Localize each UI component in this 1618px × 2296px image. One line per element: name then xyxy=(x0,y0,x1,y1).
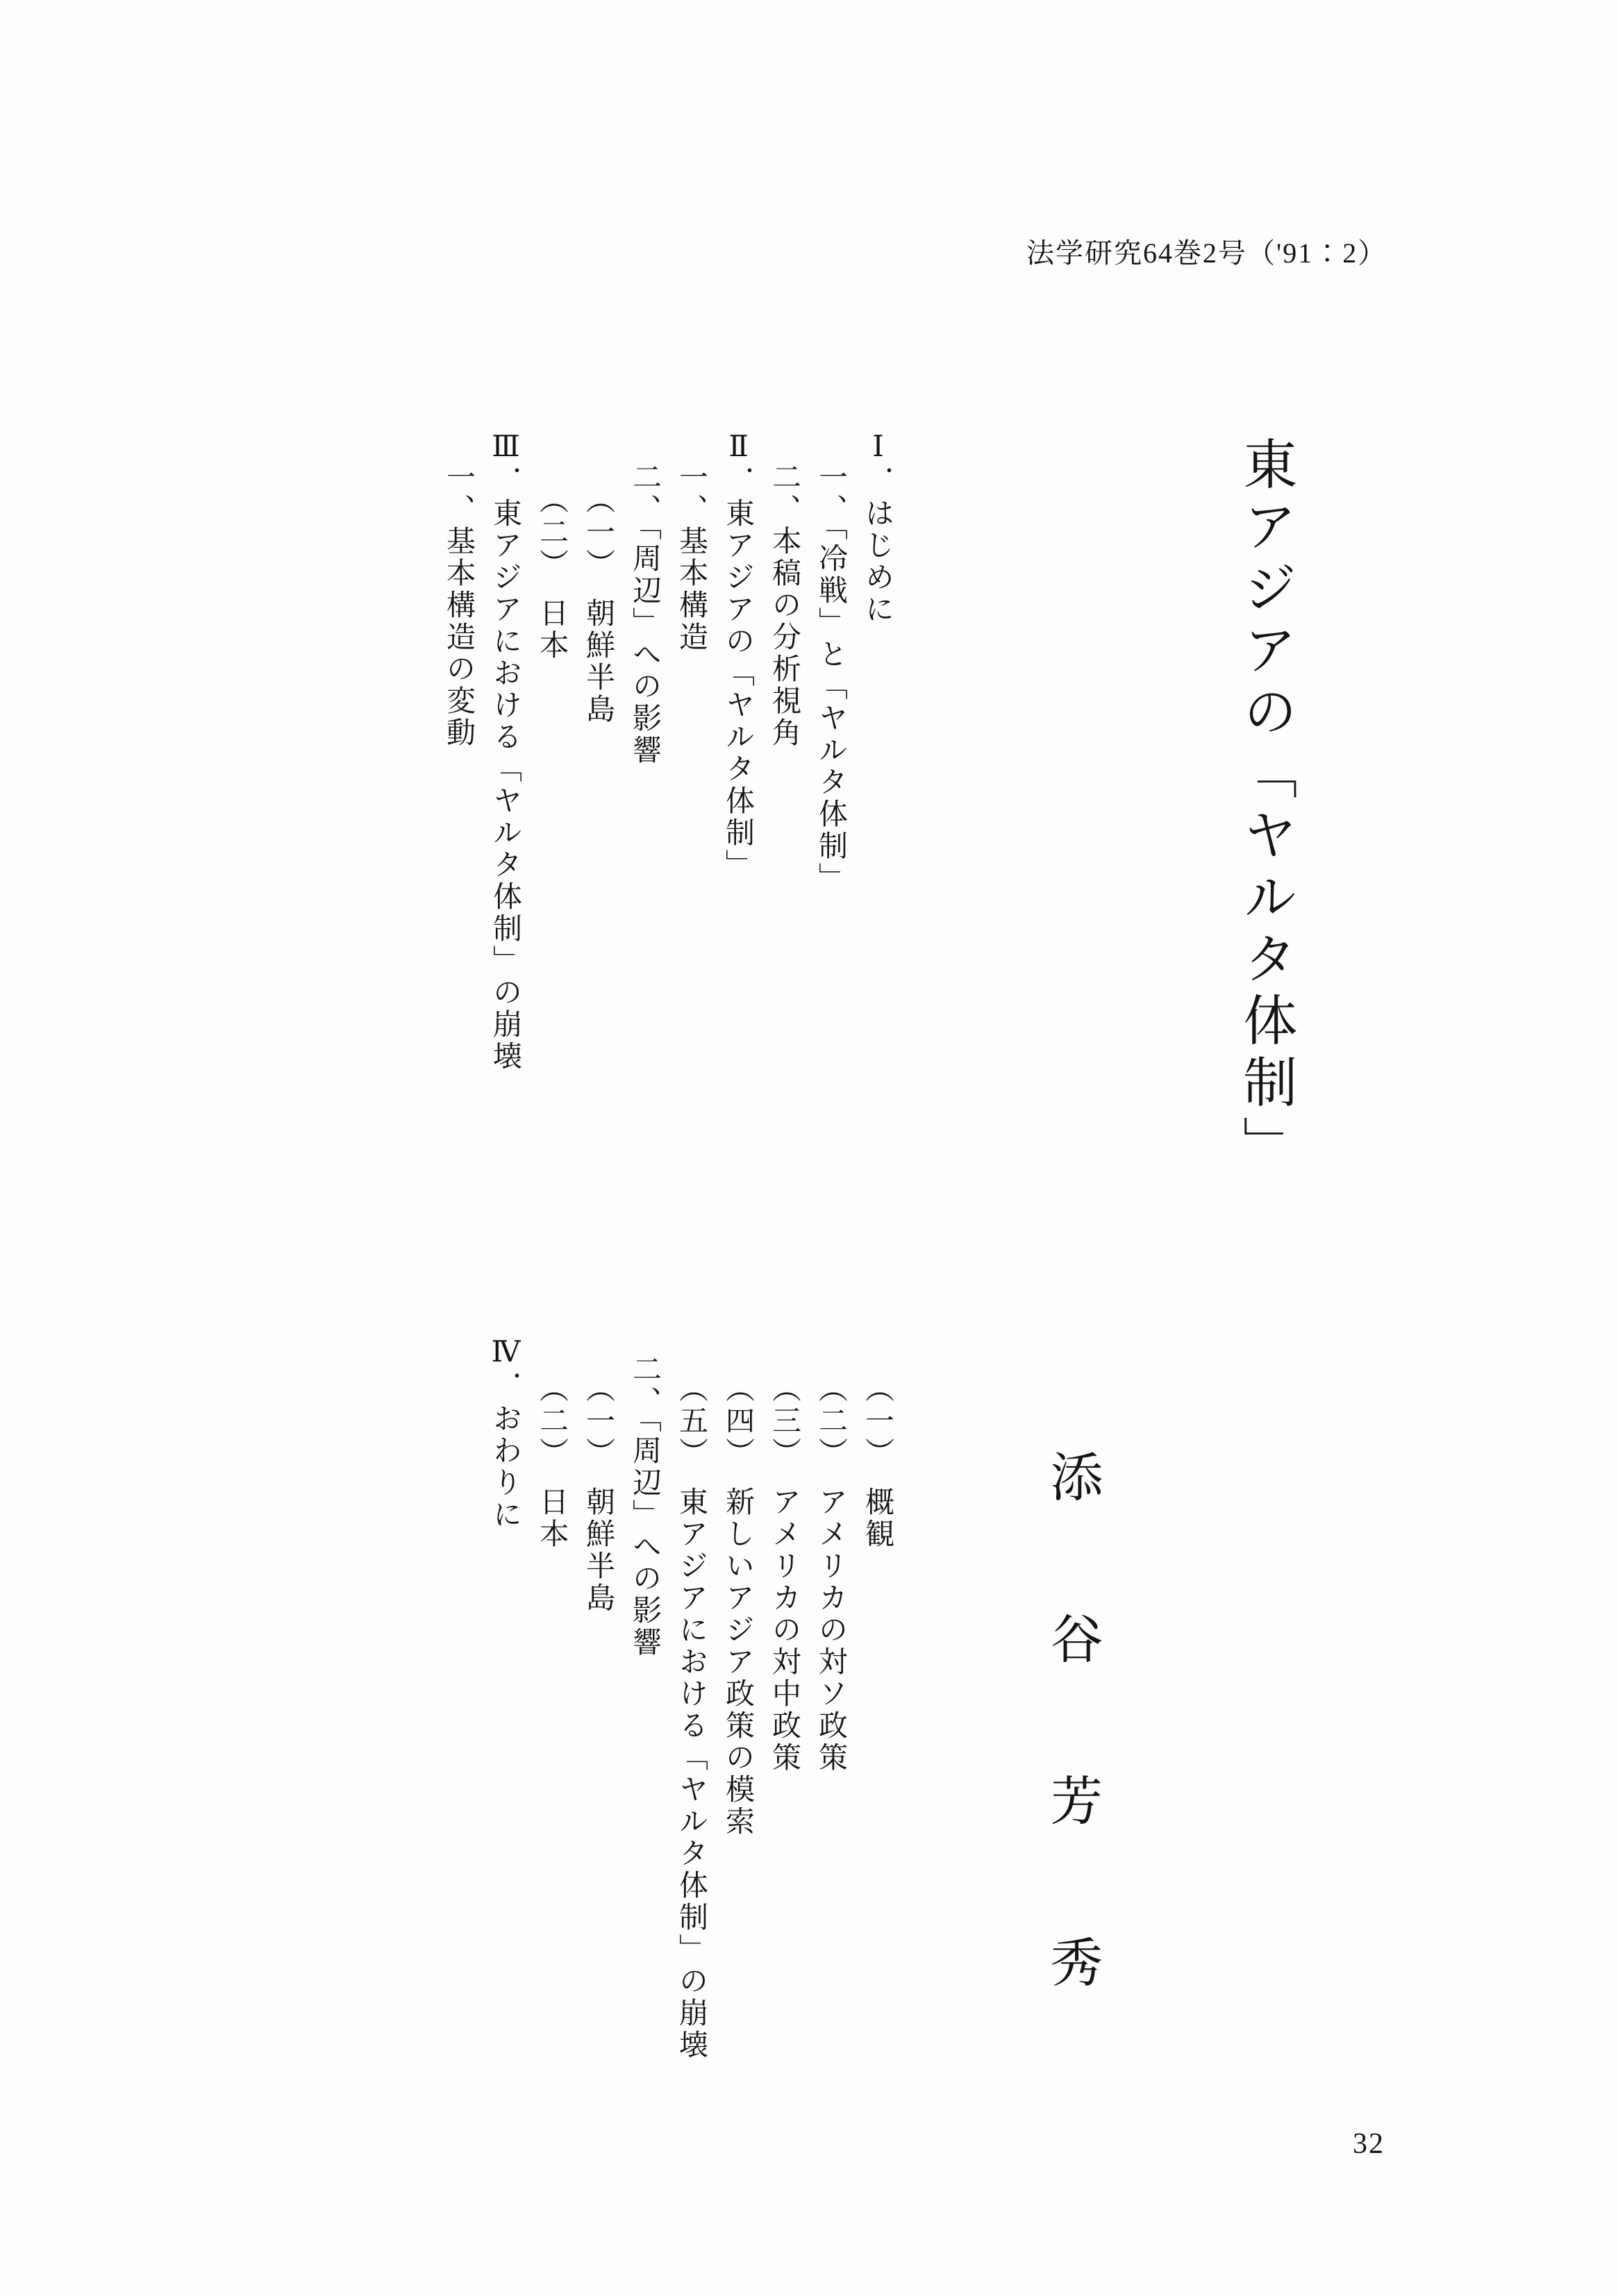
toc-item xyxy=(853,429,900,1075)
toc-part-2 xyxy=(481,1334,900,2061)
section-numeral: Ⅳ． xyxy=(489,1334,521,1403)
toc-item-label: （一） 朝鮮半島 xyxy=(582,485,614,726)
toc-item xyxy=(528,429,574,1075)
section-numeral: Ⅲ． xyxy=(489,429,521,498)
author-name: 添谷芳秀 xyxy=(1042,1450,1101,2097)
section-numeral: Ⅱ． xyxy=(722,429,753,498)
toc-item xyxy=(481,1334,528,2001)
toc-item xyxy=(435,429,481,1075)
toc-item xyxy=(807,1334,853,2001)
toc-item xyxy=(574,429,621,1075)
toc-item xyxy=(574,1334,621,2001)
toc-item-label: おわりに xyxy=(489,1403,521,1531)
toc-item-label: （二） 日本 xyxy=(535,1373,567,1550)
toc-item-label: （二） アメリカの対ソ政策 xyxy=(815,1373,846,1774)
toc-item xyxy=(714,429,760,1075)
toc-item xyxy=(528,1334,574,2001)
toc-item-label: 二、本稿の分析視角 xyxy=(768,462,800,749)
journal-issue-line: 法学研究64巻2号（'91：2） xyxy=(1026,237,1387,269)
toc-item-label: 一、基本構造の変動 xyxy=(442,462,474,749)
page-number: 32 xyxy=(1353,2128,1385,2160)
toc-item-label: （四） 新しいアジア政策の模索 xyxy=(722,1373,753,1838)
toc-item-label: 二、「周辺」への影響 xyxy=(628,462,660,766)
toc-item-label: はじめに xyxy=(861,498,893,626)
toc-item xyxy=(621,1334,667,2001)
toc-part-1 xyxy=(435,429,900,1075)
toc-item xyxy=(667,429,714,1075)
toc-item-label: 二、「周辺」への影響 xyxy=(628,1354,660,1659)
toc-item xyxy=(481,429,528,1075)
toc-item-label: 東アジアにおける「ヤルタ体制」の崩壊 xyxy=(489,498,521,1073)
toc-item-label: （五） 東アジアにおける「ヤルタ体制」の崩壊 xyxy=(675,1373,707,2061)
toc-item xyxy=(760,1334,807,2001)
toc-item xyxy=(807,429,853,1075)
toc-item-label: （一） 概観 xyxy=(861,1373,893,1550)
toc-item xyxy=(667,1334,714,2061)
toc-item-label: 一、基本構造 xyxy=(675,462,707,653)
section-numeral: Ⅰ． xyxy=(861,429,893,498)
toc-item-label: 一、「冷戦」と「ヤルタ体制」 xyxy=(815,462,846,894)
toc-item-label: （三） アメリカの対中政策 xyxy=(768,1373,800,1774)
toc-item-label: 東アジアの「ヤルタ体制」 xyxy=(722,498,753,881)
toc-item xyxy=(760,429,807,1075)
toc-item-label: （二） 日本 xyxy=(535,485,567,662)
toc-item xyxy=(853,1334,900,2001)
article-title: 東アジアの「ヤルタ体制」 xyxy=(1235,436,1296,1178)
toc-item-label: （一） 朝鮮半島 xyxy=(582,1373,614,1614)
toc-item xyxy=(621,429,667,1075)
toc-item xyxy=(714,1334,760,2001)
